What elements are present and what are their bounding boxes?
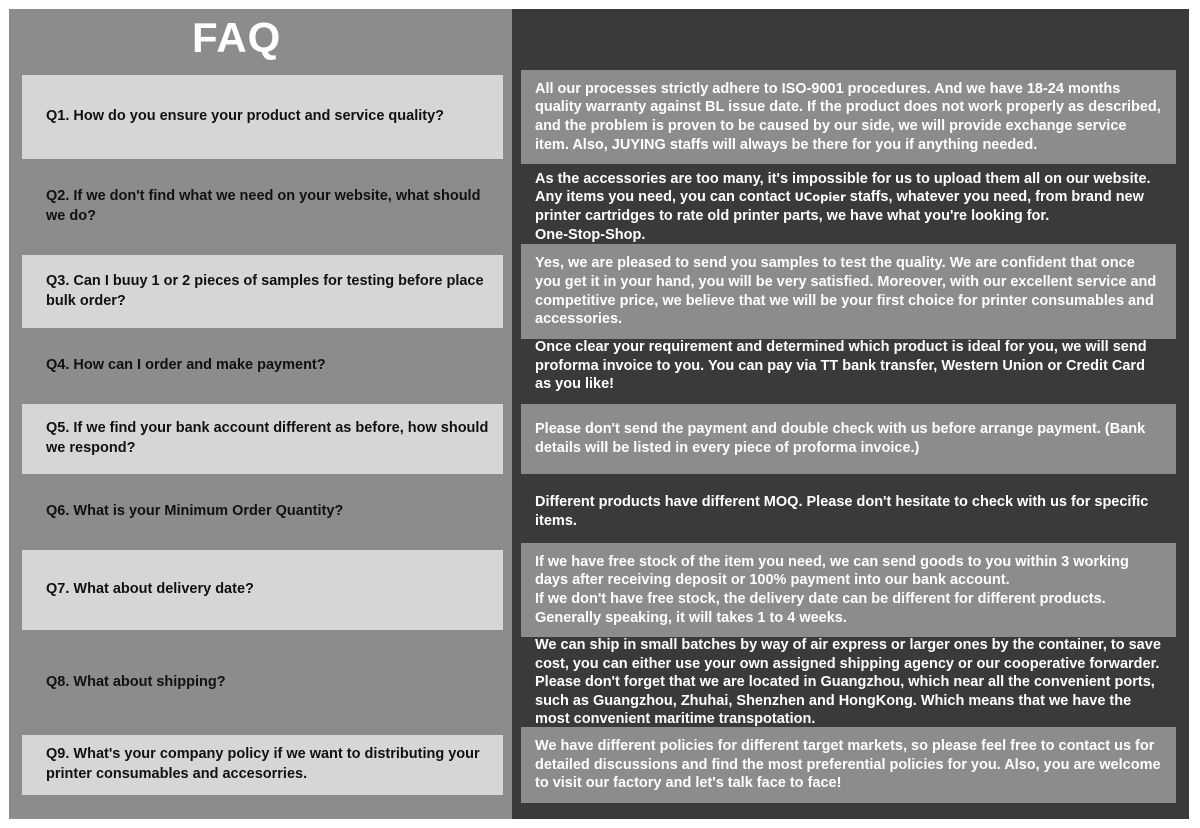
answer-cell-q4 [512, 332, 1189, 400]
answer-text-q7-line1: If we have free stock of the item you need, we can send goods to you within 3 working days after receiving deposit or 100% payment into our bank account. [535, 553, 1129, 589]
question-cell-q8 [9, 634, 512, 731]
answer-cell-q3 [512, 251, 1189, 332]
answer-text-q2-part1: As the accessories are too many, it's impossible for us to upload them all on our website. Any items you need, you can contact [535, 170, 1151, 206]
answer-text-q1: All our processes strictly adhere to ISO-9001 procedures. And we have 18-24 months quality warranty against BL issue date. If the product does not work properly as described, and the problem is proven to be caused by our side, we will provide exchange service item. Also, JUYING staffs will always be there for you if anything needed. [535, 80, 1161, 153]
answer-panel-q8 [521, 626, 1176, 739]
answer-text-q8: We can ship in small batches by way of air express or larger ones by the container, to save cost, you can either use your own assigned shipping agency or our cooperative forwarder. Please don't forget that we are located in Guangzhou, which near all the convenient ports, such as Guangzhou, Zhuhai, Shenzhen and HongKong. Which means that we have the most convenient maritime transpotation. [535, 637, 1161, 728]
faq-row-q1 [9, 71, 1189, 163]
answer-panel-q4 [521, 328, 1176, 404]
faq-row-q3 [9, 251, 1189, 332]
question-panel-q4 [22, 336, 503, 396]
question-cell-q1 [9, 71, 512, 163]
answer-panel-q9 [521, 727, 1176, 803]
answer-text-q9: We have different policies for different target markets, so please feel free to contact us for detailed discussions and find the most preferential policies for you. Also, you are welcome to visit our factory and let's talk face to face! [535, 738, 1161, 792]
question-cell-q3 [9, 251, 512, 332]
answer-cell-q7 [512, 546, 1189, 634]
answer-cell-q2 [512, 163, 1189, 251]
question-panel-q3 [22, 255, 503, 328]
question-text-q4: Q4. How can I order and make payment? [46, 357, 326, 374]
faq-row-q4 [9, 332, 1189, 400]
question-text-q3: Q3. Can I buuy 1 or 2 pieces of samples for testing before place bulk order? [46, 272, 484, 309]
answer-text-q7 [535, 553, 1162, 627]
answer-cell-q5 [512, 400, 1189, 478]
question-text-q6: Q6. What is your Minimum Order Quantity? [46, 503, 344, 520]
question-panel-q7 [22, 550, 503, 630]
answer-cell-q1 [512, 71, 1189, 163]
question-panel-q5 [22, 404, 503, 474]
answer-text-q2-line2: One-Stop-Shop. [535, 226, 646, 243]
answer-panel-q2 [521, 160, 1176, 254]
answer-text-q7-line2: If we don't have free stock, the delivery date can be different for different products. Generally speaking, it will takes 1 to 4 weeks. [535, 591, 1106, 626]
title-bar [9, 9, 512, 71]
question-panel-q9 [22, 735, 503, 795]
faq-row-q2 [9, 163, 1189, 251]
answer-text-q2-part2: staffs, whatever you need, from brand new printer cartridges to rate old printer parts, we have what you're looking for. [535, 189, 1144, 224]
question-text-q2: Q2. If we don't find what we need on your website, what should we do? [46, 188, 481, 224]
question-cell-q6 [9, 478, 512, 546]
answer-panel-q3 [521, 244, 1176, 338]
brand-name-ucopier: UCopier [794, 190, 846, 205]
answer-panel-q1 [521, 70, 1176, 164]
answer-panel-q6 [521, 482, 1176, 542]
question-text-q9: Q9. What's your company policy if we want to distributing your printer consumables and accesorries. [46, 746, 480, 782]
faq-row-q8 [9, 634, 1189, 731]
question-text-q5: Q5. If we find your bank account different as before, how should we respond? [46, 420, 489, 456]
answer-text-q2 [535, 170, 1162, 244]
faq-row-q5 [9, 400, 1189, 478]
question-cell-q4 [9, 332, 512, 400]
faq-page [9, 9, 1189, 819]
question-text-q1: Q1. How do you ensure your product and service quality? [46, 108, 445, 125]
answer-panel-q5 [521, 404, 1176, 474]
faq-row-q6 [9, 478, 1189, 546]
faq-list [9, 71, 1189, 819]
question-text-q8: Q8. What about shipping? [46, 673, 226, 690]
answer-text-q5: Please don't send the payment and double check with us before arrange payment. (Bank details will be listed in every piece of proforma invoice.) [535, 421, 1146, 456]
page-title: FAQ [192, 14, 282, 61]
answer-text-q3: Yes, we are pleased to send you samples to test the quality. We are confident that once you get it in your hand, you will be very satisfied. Moreover, with our excellent service and competitive price, we believe that we will be your first choice for printer consumables and accessories. [535, 255, 1157, 328]
answer-panel-q7 [521, 543, 1176, 637]
question-cell-q2 [9, 163, 512, 251]
faq-row-q9 [9, 731, 1189, 799]
question-text-q7: Q7. What about delivery date? [46, 581, 254, 598]
question-cell-q7 [9, 546, 512, 634]
question-cell-q5 [9, 400, 512, 478]
answer-text-q6: Different products have different MOQ. Please don't hesitate to check with us for specific items. [535, 494, 1149, 529]
question-panel-q8 [22, 638, 503, 727]
answer-cell-q6 [512, 478, 1189, 546]
answer-cell-q9 [512, 731, 1189, 799]
answer-text-q4: Once clear your requirement and determined which product is ideal for you, we will send proforma invoice to you. You can pay via TT bank transfer, Western Union or Credit Card as you like! [535, 339, 1147, 393]
faq-row-q7 [9, 546, 1189, 634]
question-panel-q6 [22, 482, 503, 542]
question-panel-q2 [22, 167, 503, 247]
answer-cell-q8 [512, 634, 1189, 731]
question-cell-q9 [9, 731, 512, 799]
question-panel-q1 [22, 75, 503, 159]
